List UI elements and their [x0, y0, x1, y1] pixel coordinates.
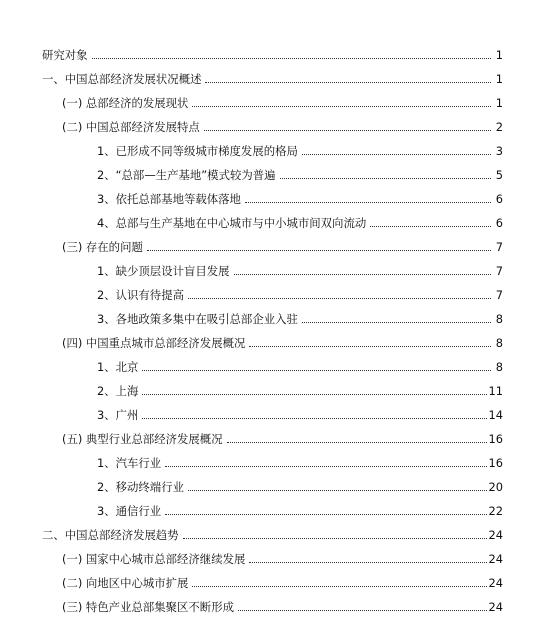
toc-page-number: 8 [495, 336, 503, 350]
toc-entry-label: (二) 中国总部经济发展特点 [62, 120, 200, 134]
toc-page-number: 5 [495, 168, 503, 182]
toc-entry-section-1-3-1[interactable] [97, 260, 503, 278]
toc-page-number: 16 [488, 456, 503, 470]
toc-leader-dots [142, 418, 486, 419]
toc-leader-dots [165, 466, 486, 467]
toc-entry-label: 一、中国总部经济发展状况概述 [42, 72, 202, 86]
toc-leader-dots [192, 586, 486, 587]
toc-entry-section-1-2-2[interactable] [97, 164, 503, 182]
toc-entry-section-2-1[interactable] [62, 548, 503, 566]
toc-page-number: 24 [488, 528, 503, 542]
toc-entry-label: 1、已形成不同等级城市梯度发展的格局 [97, 144, 298, 158]
toc-page-number: 24 [488, 552, 503, 566]
toc-page-number: 14 [488, 408, 503, 422]
toc-leader-dots [302, 322, 491, 323]
toc-entry-research-object[interactable] [42, 44, 503, 62]
toc-leader-dots [245, 202, 491, 203]
toc-page-number: 22 [488, 504, 503, 518]
toc-entry-label: 3、依托总部基地等载体落地 [97, 192, 241, 206]
toc-entry-section-2[interactable] [42, 524, 503, 542]
toc-entry-label: (五) 典型行业总部经济发展概况 [62, 432, 223, 446]
toc-page-number: 8 [495, 360, 503, 374]
toc-page-number: 20 [488, 480, 503, 494]
toc-leader-dots [249, 346, 491, 347]
toc-entry-label: 2、“总部—生产基地”模式较为普遍 [97, 168, 276, 182]
toc-page-number: 1 [495, 72, 503, 86]
toc-page-number: 24 [488, 576, 503, 590]
toc-page-number: 6 [495, 216, 503, 230]
toc-leader-dots [370, 226, 491, 227]
toc-leader-dots [302, 154, 491, 155]
toc-entry-section-2-3[interactable] [62, 596, 503, 614]
toc-entry-section-2-2[interactable] [62, 572, 503, 590]
toc-entry-section-1-3-3[interactable] [97, 308, 503, 326]
toc-entry-section-1-5-2[interactable] [97, 476, 503, 494]
toc-leader-dots [238, 610, 487, 611]
toc-entry-section-1-5-3[interactable] [97, 500, 503, 518]
toc-page-number: 7 [495, 240, 503, 254]
toc-leader-dots [249, 562, 486, 563]
toc-page-number: 3 [495, 144, 503, 158]
toc-page-number: 8 [495, 312, 503, 326]
toc-entry-label: 3、通信行业 [97, 504, 162, 518]
toc-page-number: 2 [495, 120, 503, 134]
toc-entry-label: 3、各地政策多集中在吸引总部企业入驻 [97, 312, 298, 326]
toc-entry-section-1-1[interactable] [62, 92, 503, 110]
toc-leader-dots [183, 538, 487, 539]
toc-entry-section-1-4-3[interactable] [97, 404, 503, 422]
toc-leader-dots [142, 394, 486, 395]
toc-entry-label: (二) 向地区中心城市扩展 [62, 576, 189, 590]
toc-entry-section-1-2-3[interactable] [97, 188, 503, 206]
toc-leader-dots [227, 442, 487, 443]
toc-leader-dots [192, 106, 491, 107]
toc-entry-section-1-4-1[interactable] [97, 356, 503, 374]
toc-entry-section-1-5[interactable] [62, 428, 503, 446]
toc-page-number: 7 [495, 288, 503, 302]
toc-leader-dots [205, 82, 491, 83]
toc-entry-section-1-2-4[interactable] [97, 212, 503, 230]
toc-entry-label: 1、北京 [97, 360, 139, 374]
toc-leader-dots [142, 370, 491, 371]
toc-leader-dots [188, 490, 487, 491]
toc-page-number: 24 [488, 600, 503, 614]
toc-entry-label: 2、上海 [97, 384, 139, 398]
toc-entry-label: 二、中国总部经济发展趋势 [42, 528, 179, 542]
toc-leader-dots [234, 274, 491, 275]
toc-entry-section-1[interactable] [42, 68, 503, 86]
toc-leader-dots [92, 58, 491, 59]
toc-entry-section-1-4[interactable] [62, 332, 503, 350]
toc-page-number: 6 [495, 192, 503, 206]
toc-entry-label: 2、认识有待提高 [97, 288, 184, 302]
toc-entry-label: (四) 中国重点城市总部经济发展概况 [62, 336, 246, 350]
toc-entry-label: (一) 国家中心城市总部经济继续发展 [62, 552, 246, 566]
toc-leader-dots [204, 130, 491, 131]
toc-leader-dots [188, 298, 491, 299]
toc-entry-label: (三) 存在的问题 [62, 240, 143, 254]
toc-page-number: 1 [495, 48, 503, 62]
toc-leader-dots [165, 514, 486, 515]
toc-entry-label: 1、缺少顶层设计盲目发展 [97, 264, 230, 278]
toc-entry-section-1-3-2[interactable] [97, 284, 503, 302]
toc-page-number: 11 [488, 384, 503, 398]
toc-page-number: 16 [488, 432, 503, 446]
toc-page-number: 1 [495, 96, 503, 110]
toc-entry-label: 4、总部与生产基地在中心城市与中小城市间双向流动 [97, 216, 367, 230]
toc-entry-section-1-3[interactable] [62, 236, 503, 254]
toc-entry-section-1-4-2[interactable] [97, 380, 503, 398]
toc-page-number: 7 [495, 264, 503, 278]
toc-entry-label: 2、移动终端行业 [97, 480, 184, 494]
toc-entry-section-1-2-1[interactable] [97, 140, 503, 158]
toc-entry-label: 研究对象 [42, 48, 88, 62]
toc-entry-label: 3、广州 [97, 408, 139, 422]
toc-leader-dots [280, 178, 491, 179]
toc-leader-dots [147, 250, 491, 251]
toc-entry-label: (三) 特色产业总部集聚区不断形成 [62, 600, 234, 614]
toc-entry-section-1-2[interactable] [62, 116, 503, 134]
toc-entry-label: (一) 总部经济的发展现状 [62, 96, 189, 110]
toc-entry-section-1-5-1[interactable] [97, 452, 503, 470]
toc-entry-label: 1、汽车行业 [97, 456, 162, 470]
